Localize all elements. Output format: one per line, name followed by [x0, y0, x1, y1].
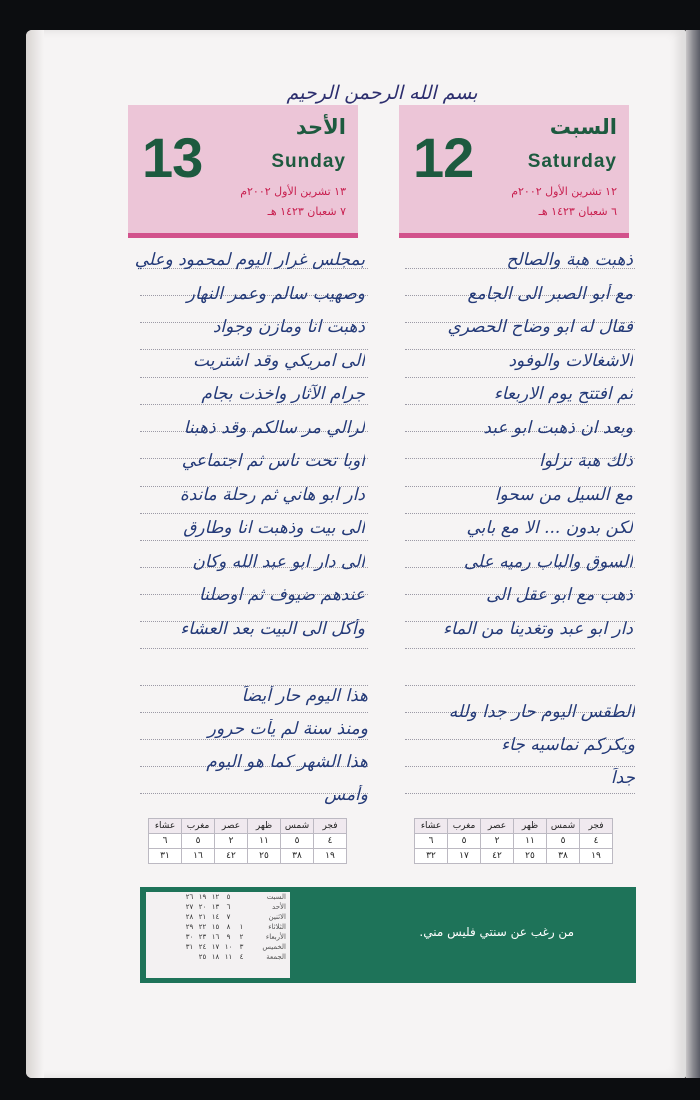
mini-calendar-date: ١١: [224, 953, 233, 961]
date-header-sunday: [128, 105, 358, 238]
mini-calendar-date: ٢: [239, 933, 244, 941]
handwritten-line: الاشغالات والوفود: [508, 350, 633, 371]
mini-calendar-date: ١٣: [211, 903, 220, 911]
ruled-line: [405, 540, 635, 541]
day-number: 12: [413, 126, 474, 189]
english-day-name: Sunday: [271, 151, 346, 172]
prayer-time-cell: ٥: [448, 834, 481, 849]
mini-calendar-date: ٢٩: [185, 923, 194, 931]
mini-calendar-date: ١٠: [224, 943, 233, 951]
ruled-line: [140, 712, 368, 713]
handwritten-line: هذا اليوم حار أيضاً: [241, 686, 368, 706]
prayer-time-cell: ١١: [248, 834, 281, 849]
ruled-line: [405, 513, 635, 514]
mini-calendar-row: [146, 932, 290, 942]
prayer-header: ظهر: [248, 819, 281, 834]
handwritten-line: هذا الشهر كما هو اليوم: [206, 752, 368, 772]
mini-calendar-row: [146, 942, 290, 952]
mini-calendar-date: ١٨: [211, 953, 220, 961]
mini-calendar-date: ٢٢: [198, 923, 207, 931]
english-day-name: Saturday: [527, 151, 617, 172]
mini-calendar-date: ٢٣: [198, 933, 207, 941]
mini-calendar-day: الثلاثاء: [268, 923, 286, 931]
prayer-time-cell: ١٦: [182, 849, 215, 864]
prayer-times-saturday: [414, 818, 613, 864]
handwritten-line: مع أبو الصبر الى الجامع: [467, 283, 633, 304]
mini-calendar-date: ٢٤: [198, 943, 207, 951]
ruled-line: [405, 685, 635, 686]
mini-calendar-date: [235, 912, 248, 922]
mini-calendar-date: ١٩: [198, 893, 207, 901]
ruled-line: [140, 377, 368, 378]
handwritten-line: ذهبت انا ومازن وجواد: [212, 317, 365, 337]
prayer-time-cell: ٢: [481, 834, 514, 849]
mini-calendar-date: ٣٠: [185, 933, 194, 941]
prayer-times-sunday: [148, 818, 347, 864]
prayer-time-cell: ٢٥: [514, 849, 547, 864]
hijri-date: ٦ شعبان ١٤٢٣ هـ: [538, 205, 617, 218]
prayer-header: فجر: [314, 819, 347, 834]
handwritten-line: ذهبت هبة والصالح: [506, 250, 633, 270]
mini-calendar-date: ١٧: [211, 943, 220, 951]
day-number: 13: [142, 126, 203, 189]
ruled-line: [405, 766, 635, 767]
prayer-time-cell: ١٩: [580, 849, 613, 864]
ruled-line: [140, 404, 368, 405]
handwritten-line: دار ابو هاني ثم رحلة ماندة: [179, 484, 365, 505]
mini-calendar-day: الاثنين: [268, 913, 286, 921]
handwritten-line: الى بيت وذهبت انا وطارق: [183, 518, 365, 538]
ruled-line: [140, 540, 368, 541]
handwritten-line: الى دار ابو عبد الله وكان: [192, 551, 365, 572]
mini-calendar-row: [146, 922, 290, 932]
gregorian-date: ١٢ تشرين الأول ٢٠٠٢م: [511, 185, 617, 198]
handwritten-line: جداً: [610, 768, 635, 788]
handwritten-line: اوبا تحت ناس ثم اجتماعي: [181, 451, 365, 471]
handwritten-line: ثم افتتح يوم الاربعاء: [493, 384, 633, 404]
ruled-line: [140, 739, 368, 740]
prayer-header: ظهر: [514, 819, 547, 834]
prayer-time-cell: ٢: [215, 834, 248, 849]
handwritten-line: وأكل الى البيت بعد العشاء: [180, 618, 365, 639]
prayer-time-cell: ٥: [281, 834, 314, 849]
ruled-line: [405, 793, 635, 794]
prayer-time-cell: ٣٨: [547, 849, 580, 864]
prayer-time-cell: ١١: [514, 834, 547, 849]
mini-calendar-date: ٥: [226, 893, 231, 901]
handwritten-line: لرالي مر سالكم وقد ذهبنا: [183, 417, 365, 438]
arabic-day-name: الأحد: [295, 115, 346, 139]
mini-calendar-date: ٤: [239, 953, 244, 961]
prayer-time-cell: ٣٢: [415, 849, 448, 864]
mini-calendar-date: ٣: [239, 943, 244, 951]
handwritten-line: السوق والباب رميه على: [463, 551, 633, 572]
mini-calendar-date: ٨: [226, 923, 231, 931]
prayer-header: عشاء: [149, 819, 182, 834]
handwritten-line: ومنذ سنة لم يأت حرور: [207, 719, 368, 739]
mini-calendar-date: ٢٧: [185, 903, 194, 911]
prayer-time-cell: ٤٢: [215, 849, 248, 864]
prayer-time-cell: ٢٥: [248, 849, 281, 864]
handwritten-line: وبعد ان ذهبت ابو عبد: [483, 417, 633, 438]
mini-calendar-date: ٣١: [185, 943, 194, 951]
ruled-line: [405, 404, 635, 405]
prayer-time-cell: ٤: [314, 834, 347, 849]
mini-calendar-date: ١٦: [211, 933, 220, 941]
prayer-header: عصر: [215, 819, 248, 834]
handwritten-line: ذهب مع ابو عقل الى: [486, 585, 633, 605]
handwritten-line: دار ابو عبد وتغدينا من الماء: [442, 618, 633, 639]
handwritten-line: بمجلس غرار اليوم لمحمود وعلي: [134, 250, 365, 270]
mini-calendar: [146, 892, 290, 978]
mini-calendar-row: [146, 892, 290, 902]
prayer-header: شمس: [281, 819, 314, 834]
prayer-time-cell: ٣١: [149, 849, 182, 864]
mini-calendar-date: ٢٨: [185, 913, 194, 921]
mini-calendar-day: السبت: [266, 893, 286, 901]
mini-calendar-date: [183, 952, 196, 962]
handwritten-line: فقال له ابو وضاح الحصري: [447, 317, 633, 337]
ruled-line: [140, 513, 368, 514]
basmala: بسم الله الرحمن الرحيم: [286, 82, 478, 104]
prayer-time-cell: ٤٢: [481, 849, 514, 864]
mini-calendar-date: ٢٦: [185, 893, 194, 901]
mini-calendar-date: ١٢: [211, 893, 220, 901]
mini-calendar-day: الجمعة: [266, 953, 286, 961]
mini-calendar-date: ٩: [226, 933, 231, 941]
prayer-header: عشاء: [415, 819, 448, 834]
prayer-time-cell: ٤: [580, 834, 613, 849]
mini-calendar-day: الخميس: [262, 943, 286, 951]
hijri-date: ٧ شعبان ١٤٢٣ هـ: [267, 205, 346, 218]
mini-calendar-date: ٢٠: [198, 903, 207, 911]
ruled-line: [405, 648, 635, 649]
mini-calendar-day: الأربعاء: [265, 933, 286, 941]
handwritten-line: ذلك هبة نزلوا: [539, 451, 633, 471]
mini-calendar-date: ٦: [226, 903, 231, 911]
mini-calendar-row: [146, 952, 290, 962]
prayer-header: فجر: [580, 819, 613, 834]
prayer-header: شمس: [547, 819, 580, 834]
mini-calendar-row: [146, 902, 290, 912]
handwritten-line: لكن بدون ... الا مع بابي: [466, 518, 633, 538]
mini-calendar-date: ٧: [226, 913, 231, 921]
page-edge: [26, 30, 44, 1078]
mini-calendar-date: ١: [239, 923, 244, 931]
book-spine: [686, 30, 700, 1078]
mini-calendar-date: ٢١: [198, 913, 207, 921]
date-header-saturday: [399, 105, 629, 238]
prayer-header: عصر: [481, 819, 514, 834]
prayer-time-cell: ١٧: [448, 849, 481, 864]
handwritten-line: الى امريكي وقد اشتريت: [193, 350, 365, 371]
mini-calendar-date: ١٤: [211, 913, 220, 921]
prayer-time-cell: ٥: [547, 834, 580, 849]
banner-quote: من رغب عن سنتي فليس مني.: [419, 925, 574, 939]
handwritten-line: وأمس: [324, 785, 368, 805]
handwritten-line: مع السيل من سحوا: [494, 484, 633, 505]
handwritten-line: عندهم ضيوف ثم اوصلنا: [198, 585, 365, 605]
mini-calendar-row: [146, 912, 290, 922]
quote-banner: [140, 887, 636, 983]
mini-calendar-day: الأحد: [272, 903, 286, 911]
prayer-time-cell: ٦: [149, 834, 182, 849]
prayer-time-cell: ٣٨: [281, 849, 314, 864]
prayer-header: مغرب: [182, 819, 215, 834]
handwritten-line: وصهيب سالم وعمر النهار: [186, 283, 365, 304]
prayer-time-cell: ١٩: [314, 849, 347, 864]
prayer-time-cell: ٥: [182, 834, 215, 849]
handwritten-line: جرام الآثار واخذت بجام: [201, 384, 365, 404]
prayer-header: مغرب: [448, 819, 481, 834]
ruled-line: [405, 377, 635, 378]
mini-calendar-date: [235, 892, 248, 902]
gregorian-date: ١٣ تشرين الأول ٢٠٠٢م: [240, 185, 346, 198]
ruled-line: [140, 648, 368, 649]
handwritten-line: ويكركم نماسيه جاء: [501, 735, 635, 755]
prayer-time-cell: ٦: [415, 834, 448, 849]
arabic-day-name: السبت: [549, 115, 617, 139]
mini-calendar-date: ٢٥: [198, 953, 207, 961]
handwritten-line: الطقس اليوم حار جدا ولله: [448, 702, 635, 722]
mini-calendar-date: ١٥: [211, 923, 220, 931]
mini-calendar-date: [235, 902, 248, 912]
